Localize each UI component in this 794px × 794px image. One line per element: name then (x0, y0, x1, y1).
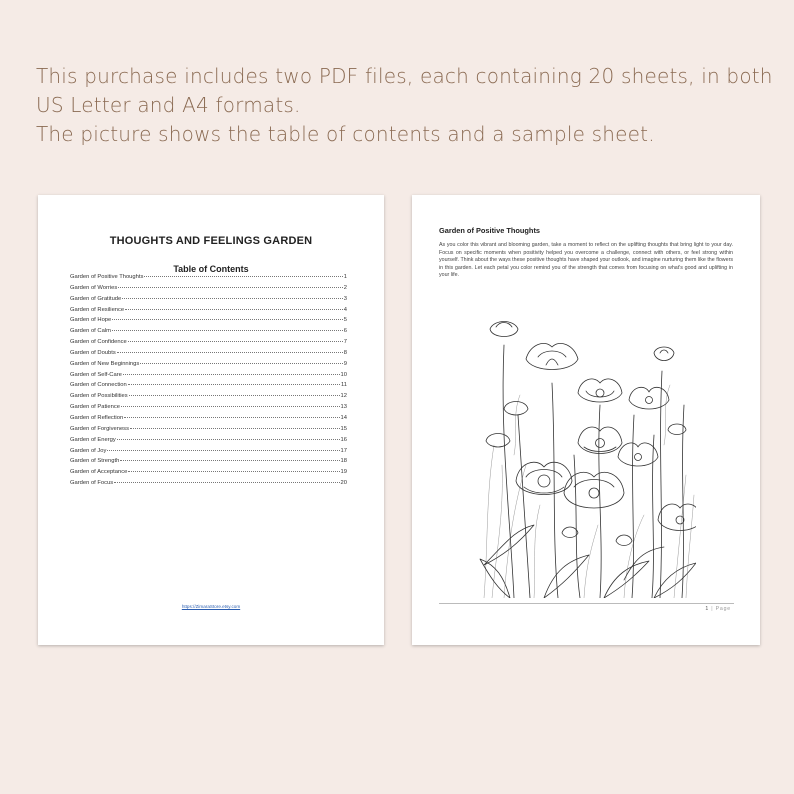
toc-entry (70, 426, 347, 437)
toc-entry (70, 404, 347, 415)
toc-dot-leader (128, 341, 343, 342)
toc-entry-page: 9 (343, 360, 347, 367)
page-separator: | (711, 606, 714, 612)
toc-entry-page: 1 (343, 274, 347, 280)
page-word: Page (715, 606, 731, 612)
toc-entry-page: 12 (340, 393, 347, 400)
toc-entry-label: Garden of Patience (70, 404, 120, 411)
toc-entry-label: Garden of Calm (70, 328, 111, 335)
toc-entry-page: 14 (340, 414, 347, 421)
toc-entry (70, 361, 347, 372)
description-line-3: The picture shows the table of contents and a sample sheet. (36, 122, 655, 146)
toc-entry-page: 4 (343, 306, 347, 313)
toc-entry-page: 7 (343, 339, 347, 346)
toc-dot-leader (122, 298, 343, 299)
toc-entry (70, 372, 347, 383)
toc-entry-label: Garden of Self-Care (70, 371, 122, 378)
toc-entry (70, 448, 347, 459)
toc-entry-label: Garden of Joy (70, 447, 107, 454)
footer-divider (439, 603, 734, 604)
sample-coloring-sheet (412, 195, 760, 645)
toc-entry-label: Garden of Doubts (70, 349, 116, 356)
toc-entry (70, 339, 347, 350)
toc-heading: Table of Contents (173, 264, 249, 274)
toc-dot-leader (107, 450, 339, 451)
toc-dot-leader (125, 309, 343, 310)
toc-dot-leader (129, 395, 340, 396)
toc-dot-leader (128, 384, 340, 385)
toc-entry-label: Garden of Focus (70, 480, 114, 487)
toc-entry (70, 317, 347, 328)
toc-entry (70, 350, 347, 361)
toc-dot-leader (124, 417, 339, 418)
toc-entry (70, 415, 347, 426)
toc-entry (70, 307, 347, 318)
toc-entry (70, 469, 347, 480)
toc-entry-label: Garden of Gratitude (70, 295, 122, 302)
toc-entry-label: Garden of Connection (70, 382, 127, 389)
toc-entry (70, 382, 347, 393)
toc-entry (70, 393, 347, 404)
toc-dot-leader (144, 276, 342, 277)
toc-entry-label: Garden of Confidence (70, 339, 127, 346)
toc-dot-leader (128, 471, 339, 472)
toc-entry-page: 11 (340, 382, 347, 389)
toc-entry-page: 10 (340, 371, 347, 378)
toc-dot-leader (123, 374, 340, 375)
toc-entry (70, 480, 347, 491)
toc-dot-leader (121, 406, 340, 407)
toc-entry-page: 6 (343, 328, 347, 335)
toc-entry-label: Garden of Forgiveness (70, 425, 129, 432)
toc-entry-page: 13 (340, 404, 347, 411)
toc-entry (70, 274, 347, 285)
toc-dot-leader (114, 482, 339, 483)
toc-entry-page: 8 (343, 349, 347, 356)
toc-entry-label: Garden of Acceptance (70, 469, 128, 476)
toc-entry-label: Garden of Worries (70, 284, 118, 291)
toc-entry-page: 3 (343, 295, 347, 302)
toc-dot-leader (117, 439, 340, 440)
toc-dot-leader (117, 352, 343, 353)
description-line-2: US Letter and A4 formats. (36, 93, 301, 117)
toc-dot-leader (120, 460, 339, 461)
flower-line-art-illustration (474, 315, 696, 598)
toc-entry (70, 458, 347, 469)
toc-entry-page: 16 (340, 436, 347, 443)
toc-entry-label: Garden of New Beginnings (70, 360, 140, 367)
toc-list (70, 274, 347, 491)
store-link[interactable]: https://ZimaraStore.etsy.com (181, 604, 241, 609)
toc-entry-page: 2 (343, 284, 347, 291)
book-title: THOUGHTS AND FEELINGS GARDEN (109, 235, 313, 247)
toc-entry-page: 15 (340, 425, 347, 432)
toc-entry-page: 18 (340, 458, 347, 465)
toc-entry (70, 328, 347, 339)
toc-entry (70, 437, 347, 448)
toc-entry (70, 285, 347, 296)
toc-entry-label: Garden of Hope (70, 317, 112, 324)
toc-entry-label: Garden of Positive Thoughts (70, 274, 144, 280)
toc-entry-page: 20 (340, 480, 347, 487)
toc-entry-page: 17 (340, 447, 347, 454)
toc-entry-label: Garden of Reflection (70, 414, 124, 421)
table-of-contents-sheet (38, 195, 384, 645)
sheet-title: Garden of Positive Thoughts (439, 226, 541, 235)
toc-entry (70, 296, 347, 307)
toc-dot-leader (118, 287, 343, 288)
toc-entry-label: Garden of Possibilities (70, 393, 128, 400)
product-description (36, 62, 776, 149)
page-number: 1 (705, 606, 710, 612)
sheet-prompt-text: As you color this vibrant and blooming garden, take a moment to reflect on the uplifting thoughts that bring light to your day. Focus on specific moments when positivity helped you overcome a challenge, connect with others, or feel strong within yourself. Think about the ways these positive thoughts have shaped your outlook, and imagine nurturing them like the flowers in this garden. Let each petal you color remind you of the strength that comes from focusing on what's good and uplifting in your life. (439, 242, 733, 279)
toc-entry-label: Garden of Energy (70, 436, 116, 443)
description-line-1: This purchase includes two PDF files, each containing 20 sheets, in both (36, 64, 773, 88)
toc-dot-leader (112, 330, 343, 331)
toc-entry-label: Garden of Resilience (70, 306, 125, 313)
toc-dot-leader (130, 428, 340, 429)
page-number-footer (705, 606, 731, 612)
toc-entry-label: Garden of Strength (70, 458, 120, 465)
toc-entry-page: 5 (343, 317, 347, 324)
toc-entry-page: 19 (340, 469, 347, 476)
toc-dot-leader (112, 319, 343, 320)
toc-dot-leader (140, 363, 342, 364)
